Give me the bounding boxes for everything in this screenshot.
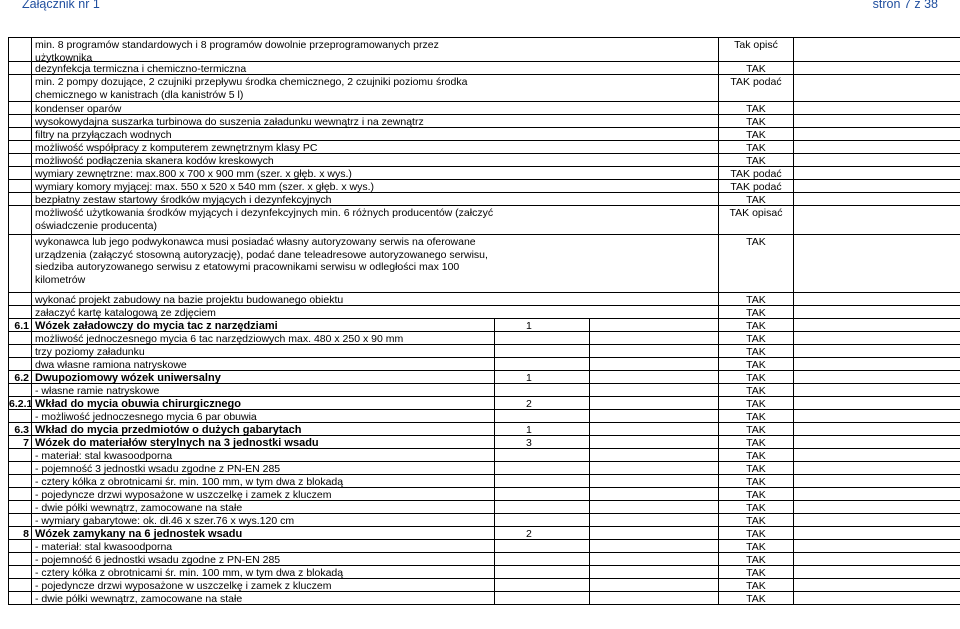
table-row xyxy=(8,319,960,332)
row-quantity: 3 xyxy=(526,437,532,449)
row-quantity xyxy=(494,514,589,526)
row-description: min. 2 pompy dozujące, 2 czujniki przepływu środka chemicznego, 2 czujniki poziomu środka chemicznego w kanistrach (dla kanistrów 5 l) xyxy=(35,76,468,101)
row-description: Wózek załadowczy do mycia tac z narzędziami xyxy=(35,320,278,332)
row-quantity xyxy=(494,540,589,552)
row-description: - dwie półki wewnątrz, zamocowane na stałe xyxy=(35,593,243,605)
table-row xyxy=(8,449,960,462)
row-number: 8 xyxy=(8,527,32,539)
row-description: - pojedyncze drzwi wyposażone w uszczelkę i zamek z kluczem xyxy=(35,580,332,592)
row-number xyxy=(8,553,32,565)
row-number xyxy=(8,462,32,474)
row-required-value: TAK podać xyxy=(718,75,794,101)
row-description: wymiary zewnętrzne: max.800 x 700 x 900 mm (szer. x głęb. x wys.) xyxy=(35,168,352,180)
table-row xyxy=(8,154,960,167)
row-number xyxy=(8,235,32,292)
row-number xyxy=(8,514,32,526)
row-number xyxy=(8,475,32,487)
row-description: dwa własne ramiona natryskowe xyxy=(35,359,187,371)
row-quantity xyxy=(494,358,589,370)
row-description: - cztery kółka z obrotnicami śr. min. 100 mm, w tym dwa z blokadą xyxy=(35,476,344,488)
table-row xyxy=(8,410,960,423)
table-row xyxy=(8,358,960,371)
row-description: wysokowydajna suszarka turbinowa do suszenia załadunku wewnątrz i na zewnątrz xyxy=(35,116,424,128)
table-row xyxy=(8,527,960,540)
row-quantity xyxy=(494,410,589,422)
page-counter: stron 7 z 38 xyxy=(872,0,938,11)
row-required-value: TAK xyxy=(718,193,794,205)
table-row xyxy=(8,75,960,102)
row-required-value: TAK xyxy=(718,384,794,396)
row-description: trzy poziomy załadunku xyxy=(35,346,145,358)
row-quantity xyxy=(494,475,589,487)
table-row xyxy=(8,579,960,592)
row-required-value: Tak opisć xyxy=(718,38,794,61)
row-description: filtry na przyłączach wodnych xyxy=(35,129,172,141)
row-quantity xyxy=(494,384,589,396)
table-row xyxy=(8,371,960,384)
row-number xyxy=(8,410,32,422)
row-number xyxy=(8,592,32,604)
row-description: - cztery kółka z obrotnicami śr. min. 100 mm, w tym dwa z blokadą xyxy=(35,567,344,579)
row-quantity xyxy=(494,306,589,318)
row-required-value: TAK xyxy=(718,345,794,357)
row-required-value: TAK xyxy=(718,397,794,409)
table-row xyxy=(8,141,960,154)
column-divider xyxy=(494,319,495,605)
row-description: możliwość użytkowania środków myjących i dezynfekcyjnych min. 6 różnych producentów (załczyć oświadczenie producenta) xyxy=(35,207,494,232)
row-quantity xyxy=(494,206,589,234)
row-number: 6.3 xyxy=(8,423,32,435)
row-description: możliwość jednoczesnego mycia 6 tac narzędziowych max. 480 x 250 x 90 mm xyxy=(35,333,404,345)
page-header xyxy=(0,0,960,16)
row-quantity xyxy=(494,553,589,565)
row-quantity xyxy=(494,449,589,461)
row-quantity xyxy=(494,332,589,344)
table-row xyxy=(8,180,960,193)
row-number xyxy=(8,141,32,153)
row-description: - własne ramie natryskowe xyxy=(35,385,160,397)
row-quantity xyxy=(494,235,589,292)
row-required-value: TAK xyxy=(718,423,794,435)
row-description: - materiał: stal kwasoodporna xyxy=(35,541,173,553)
row-required-value: TAK podać xyxy=(718,180,794,192)
row-number: 6.2 xyxy=(8,371,32,383)
row-description: - pojemność 3 jednostki wsadu zgodne z PN-EN 285 xyxy=(35,463,281,475)
row-quantity: 1 xyxy=(526,320,532,332)
row-number xyxy=(8,579,32,591)
row-required-value: TAK xyxy=(718,358,794,370)
row-description: Wkład do mycia obuwia chirurgicznego xyxy=(35,398,241,410)
table-row xyxy=(8,167,960,180)
table-row xyxy=(8,128,960,141)
row-quantity: 1 xyxy=(526,424,532,436)
row-quantity xyxy=(494,488,589,500)
row-number xyxy=(8,102,32,114)
row-number xyxy=(8,75,32,101)
row-number xyxy=(8,167,32,179)
row-required-value: TAK xyxy=(718,553,794,565)
row-number xyxy=(8,345,32,357)
table-row xyxy=(8,488,960,501)
row-number xyxy=(8,384,32,396)
row-required-value: TAK xyxy=(718,527,794,539)
specification-table xyxy=(8,37,960,605)
attachment-label: Załącznik nr 1 xyxy=(22,0,100,11)
table-row xyxy=(8,462,960,475)
row-required-value: TAK podać xyxy=(718,167,794,179)
row-required-value: TAK opisać xyxy=(718,206,794,234)
table-row xyxy=(8,566,960,579)
row-quantity xyxy=(494,75,589,101)
table-row xyxy=(8,553,960,566)
row-description: min. 8 programów standardowych i 8 programów dowolnie przeprogramowanych przez użytkownika xyxy=(35,39,439,64)
row-quantity xyxy=(494,102,589,114)
row-required-value: TAK xyxy=(718,475,794,487)
row-required-value: TAK xyxy=(718,293,794,305)
row-number xyxy=(8,488,32,500)
row-description: możliwość współpracy z komputerem zewnętrznym klasy PC xyxy=(35,142,318,154)
table-row xyxy=(8,235,960,293)
row-quantity xyxy=(494,62,589,74)
row-required-value: TAK xyxy=(718,128,794,140)
row-description: wymiary komory myjącej: max. 550 x 520 x 540 mm (szer. x głęb. x wys.) xyxy=(35,181,375,193)
row-number xyxy=(8,115,32,127)
row-required-value: TAK xyxy=(718,62,794,74)
column-divider xyxy=(589,319,590,605)
table-row xyxy=(8,592,960,605)
table-row xyxy=(8,501,960,514)
row-required-value: TAK xyxy=(718,449,794,461)
row-number xyxy=(8,62,32,74)
table-row xyxy=(8,384,960,397)
row-number xyxy=(8,154,32,166)
row-quantity xyxy=(494,501,589,513)
row-description: Wkład do mycia przedmiotów o dużych gabarytach xyxy=(35,424,302,436)
row-required-value: TAK xyxy=(718,306,794,318)
row-description: załaczyć kartę katalogową ze zdjęciem xyxy=(35,307,216,319)
row-number xyxy=(8,38,32,61)
row-required-value: TAK xyxy=(718,235,794,292)
table-row xyxy=(8,514,960,527)
row-required-value: TAK xyxy=(718,540,794,552)
table-row xyxy=(8,102,960,115)
row-number xyxy=(8,332,32,344)
table-row xyxy=(8,38,960,62)
row-required-value: TAK xyxy=(718,501,794,513)
row-required-value: TAK xyxy=(718,488,794,500)
table-row xyxy=(8,423,960,436)
row-quantity xyxy=(494,193,589,205)
row-required-value: TAK xyxy=(718,579,794,591)
table-row xyxy=(8,62,960,75)
row-number xyxy=(8,358,32,370)
table-row xyxy=(8,540,960,553)
table-row xyxy=(8,293,960,306)
row-quantity xyxy=(494,167,589,179)
row-description: Dwupoziomowy wózek uniwersalny xyxy=(35,372,221,384)
table-row xyxy=(8,306,960,319)
row-description: - wymiary gabarytowe: ok. dł.46 x szer.76 x wys.120 cm xyxy=(35,515,295,527)
row-quantity xyxy=(494,154,589,166)
row-description: bezpłatny zestaw startowy środków myjących i dezynfekcyjnych xyxy=(35,194,332,206)
row-quantity xyxy=(494,293,589,305)
row-description: - pojedyncze drzwi wyposażone w uszczelkę i zamek z kluczem xyxy=(35,489,332,501)
row-number xyxy=(8,293,32,305)
row-required-value: TAK xyxy=(718,436,794,448)
row-required-value: TAK xyxy=(718,592,794,604)
row-quantity xyxy=(494,566,589,578)
row-number xyxy=(8,206,32,234)
table-row xyxy=(8,206,960,235)
table-row xyxy=(8,475,960,488)
row-description: wykonać projekt zabudowy na bazie projektu budowanego obiektu xyxy=(35,294,344,306)
row-required-value: TAK xyxy=(718,462,794,474)
row-number xyxy=(8,193,32,205)
row-quantity: 2 xyxy=(526,398,532,410)
row-description: dezynfekcja termiczna i chemiczno-termiczna xyxy=(35,63,247,75)
row-description: - pojemność 6 jednostki wsadu zgodne z PN-EN 285 xyxy=(35,554,281,566)
row-quantity xyxy=(494,38,589,61)
row-required-value: TAK xyxy=(718,371,794,383)
row-quantity xyxy=(494,592,589,604)
table-row xyxy=(8,193,960,206)
row-quantity xyxy=(494,345,589,357)
row-required-value: TAK xyxy=(718,102,794,114)
row-number: 6.1 xyxy=(8,319,32,331)
row-quantity: 2 xyxy=(526,528,532,540)
row-required-value: TAK xyxy=(718,410,794,422)
row-description: - dwie półki wewnątrz, zamocowane na stałe xyxy=(35,502,243,514)
table-row xyxy=(8,397,960,410)
row-number xyxy=(8,501,32,513)
table-row xyxy=(8,345,960,358)
row-number: 7 xyxy=(8,436,32,448)
row-quantity xyxy=(494,579,589,591)
row-required-value: TAK xyxy=(718,514,794,526)
row-description: - materiał: stal kwasoodporna xyxy=(35,450,173,462)
row-description: Wózek zamykany na 6 jednostek wsadu xyxy=(35,528,243,540)
row-quantity xyxy=(494,115,589,127)
table-row xyxy=(8,332,960,345)
row-quantity xyxy=(494,128,589,140)
row-number xyxy=(8,128,32,140)
row-quantity xyxy=(494,141,589,153)
row-required-value: TAK xyxy=(718,154,794,166)
row-quantity xyxy=(494,462,589,474)
row-number xyxy=(8,306,32,318)
row-number xyxy=(8,449,32,461)
row-number xyxy=(8,566,32,578)
row-description: Wózek do materiałów sterylnych na 3 jednostki wsadu xyxy=(35,437,319,449)
row-required-value: TAK xyxy=(718,141,794,153)
row-required-value: TAK xyxy=(718,332,794,344)
row-description: kondenser oparów xyxy=(35,103,122,115)
table-row xyxy=(8,115,960,128)
row-number: 6.2.1 xyxy=(9,398,33,410)
row-quantity xyxy=(494,180,589,192)
row-number xyxy=(8,180,32,192)
row-number xyxy=(8,540,32,552)
row-description: - możliwość jednoczesnego mycia 6 par obuwia xyxy=(35,411,257,423)
row-description: wykonawca lub jego podwykonawca musi posiadać własny autoryzowany serwis na oferowane urządzenia (załączyć stosowną autoryzację), podać dane teleadresowe autoryzowanego serwisu, siedziba autoryzowanego serwisu z etatowymi pracownikami serwisu w odległości max 100 kilometrów xyxy=(35,236,488,286)
table-row xyxy=(8,436,960,449)
row-required-value: TAK xyxy=(718,566,794,578)
row-required-value: TAK xyxy=(718,319,794,331)
row-quantity: 1 xyxy=(526,372,532,384)
row-description: możliwość podłączenia skanera kodów kreskowych xyxy=(35,155,274,167)
row-required-value: TAK xyxy=(718,115,794,127)
